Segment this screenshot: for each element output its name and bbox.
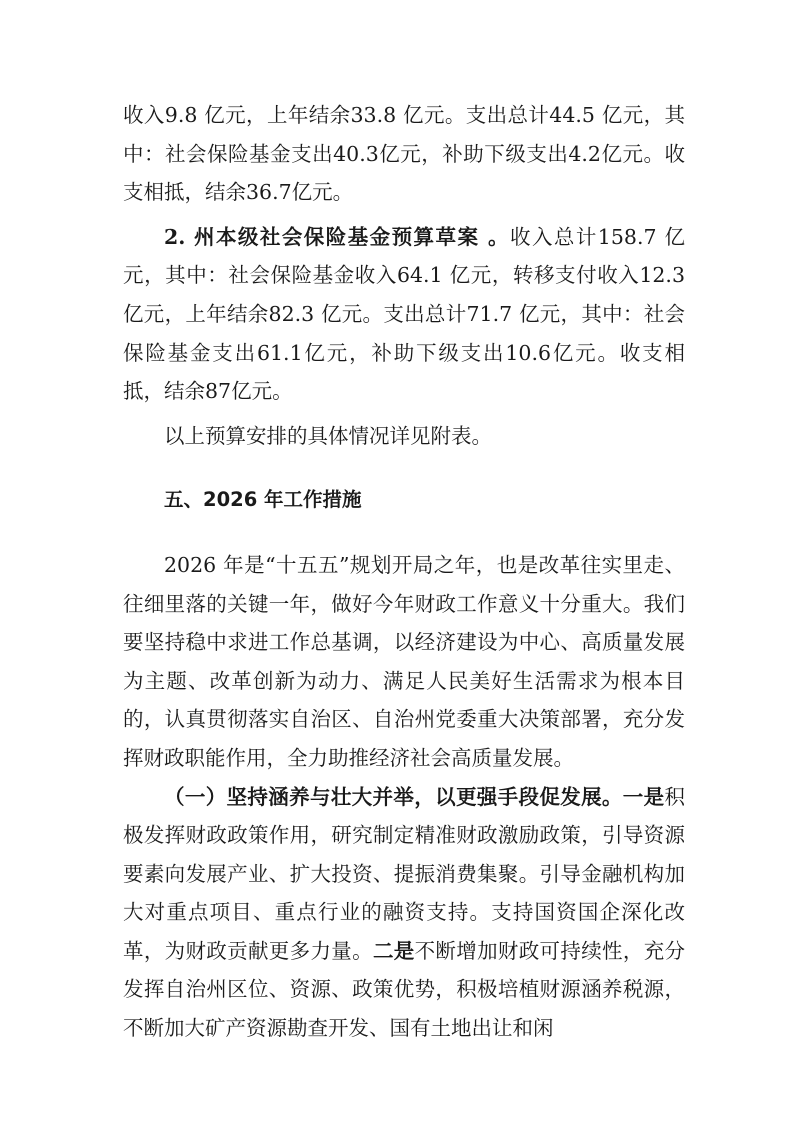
measure-title: （一）坚持涵养与壮大并举，以更强手段促发展。 [164,784,623,809]
paragraph-2026-overview: 2026 年是“十五五”规划开局之年，也是改革往实里走、往细里落的关键一年，做好今年财政工作意义十分重大。我们要坚持稳中求进工作总基调，以经济建设为中心、高质量发展为主题、改革创新为动力、满足人民美好生活需求为根本目的，认真贯彻落实自治区、自治州党委重大决策部署，充分发挥财政职能作用，全力助推经济社会高质量发展。 [123,552,685,770]
paragraph-body: 收入总计158.7 亿元，其中：社会保险基金收入64.1 亿元，转移支付收入12.3亿元，上年结余82.3 亿元。支出总计71.7 亿元，其中：社会保险基金支出61.1亿元，补助下级支出10.6亿元。收支相抵，结余87亿元。 [123,224,685,404]
paragraph-measure-one [123,778,685,1048]
paragraph-prefecture-insurance-budget [123,218,685,411]
first-point-body: 积极发挥财政政策作用，研究制定精准财政激励政策，引导资源要素向发展产业、扩大投资、提振消费集聚。引导金融机构加大对重点项目、重点行业的融资支持。支持国资国企深化改革，为财政贡献更多力量。 [123,784,686,963]
second-point-body: 不断增加财政可持续性，充分发挥自治州区位、资源、政策优势，积极培植财源涵养税源，不断加大矿产资源勘查开发、国有土地出让和闲 [123,938,686,1041]
second-point-label: 二是 [372,938,415,963]
document-page [123,96,685,1048]
paragraph-see-appendix: 以上预算安排的具体情况详见附表。 [164,423,492,448]
first-point-label: 一是 [622,784,665,809]
section-heading: 五、2026 年工作措施 [164,488,362,512]
paragraph-insurance-summary: 收入9.8 亿元，上年结余33.8 亿元。支出总计44.5 亿元，其中：社会保险基金支出40.3亿元，补助下级支出4.2亿元。收支相抵，结余36.7亿元。 [123,103,685,205]
paragraph-title: 2. 州本级社会保险基金预算草案 。 [164,224,510,249]
